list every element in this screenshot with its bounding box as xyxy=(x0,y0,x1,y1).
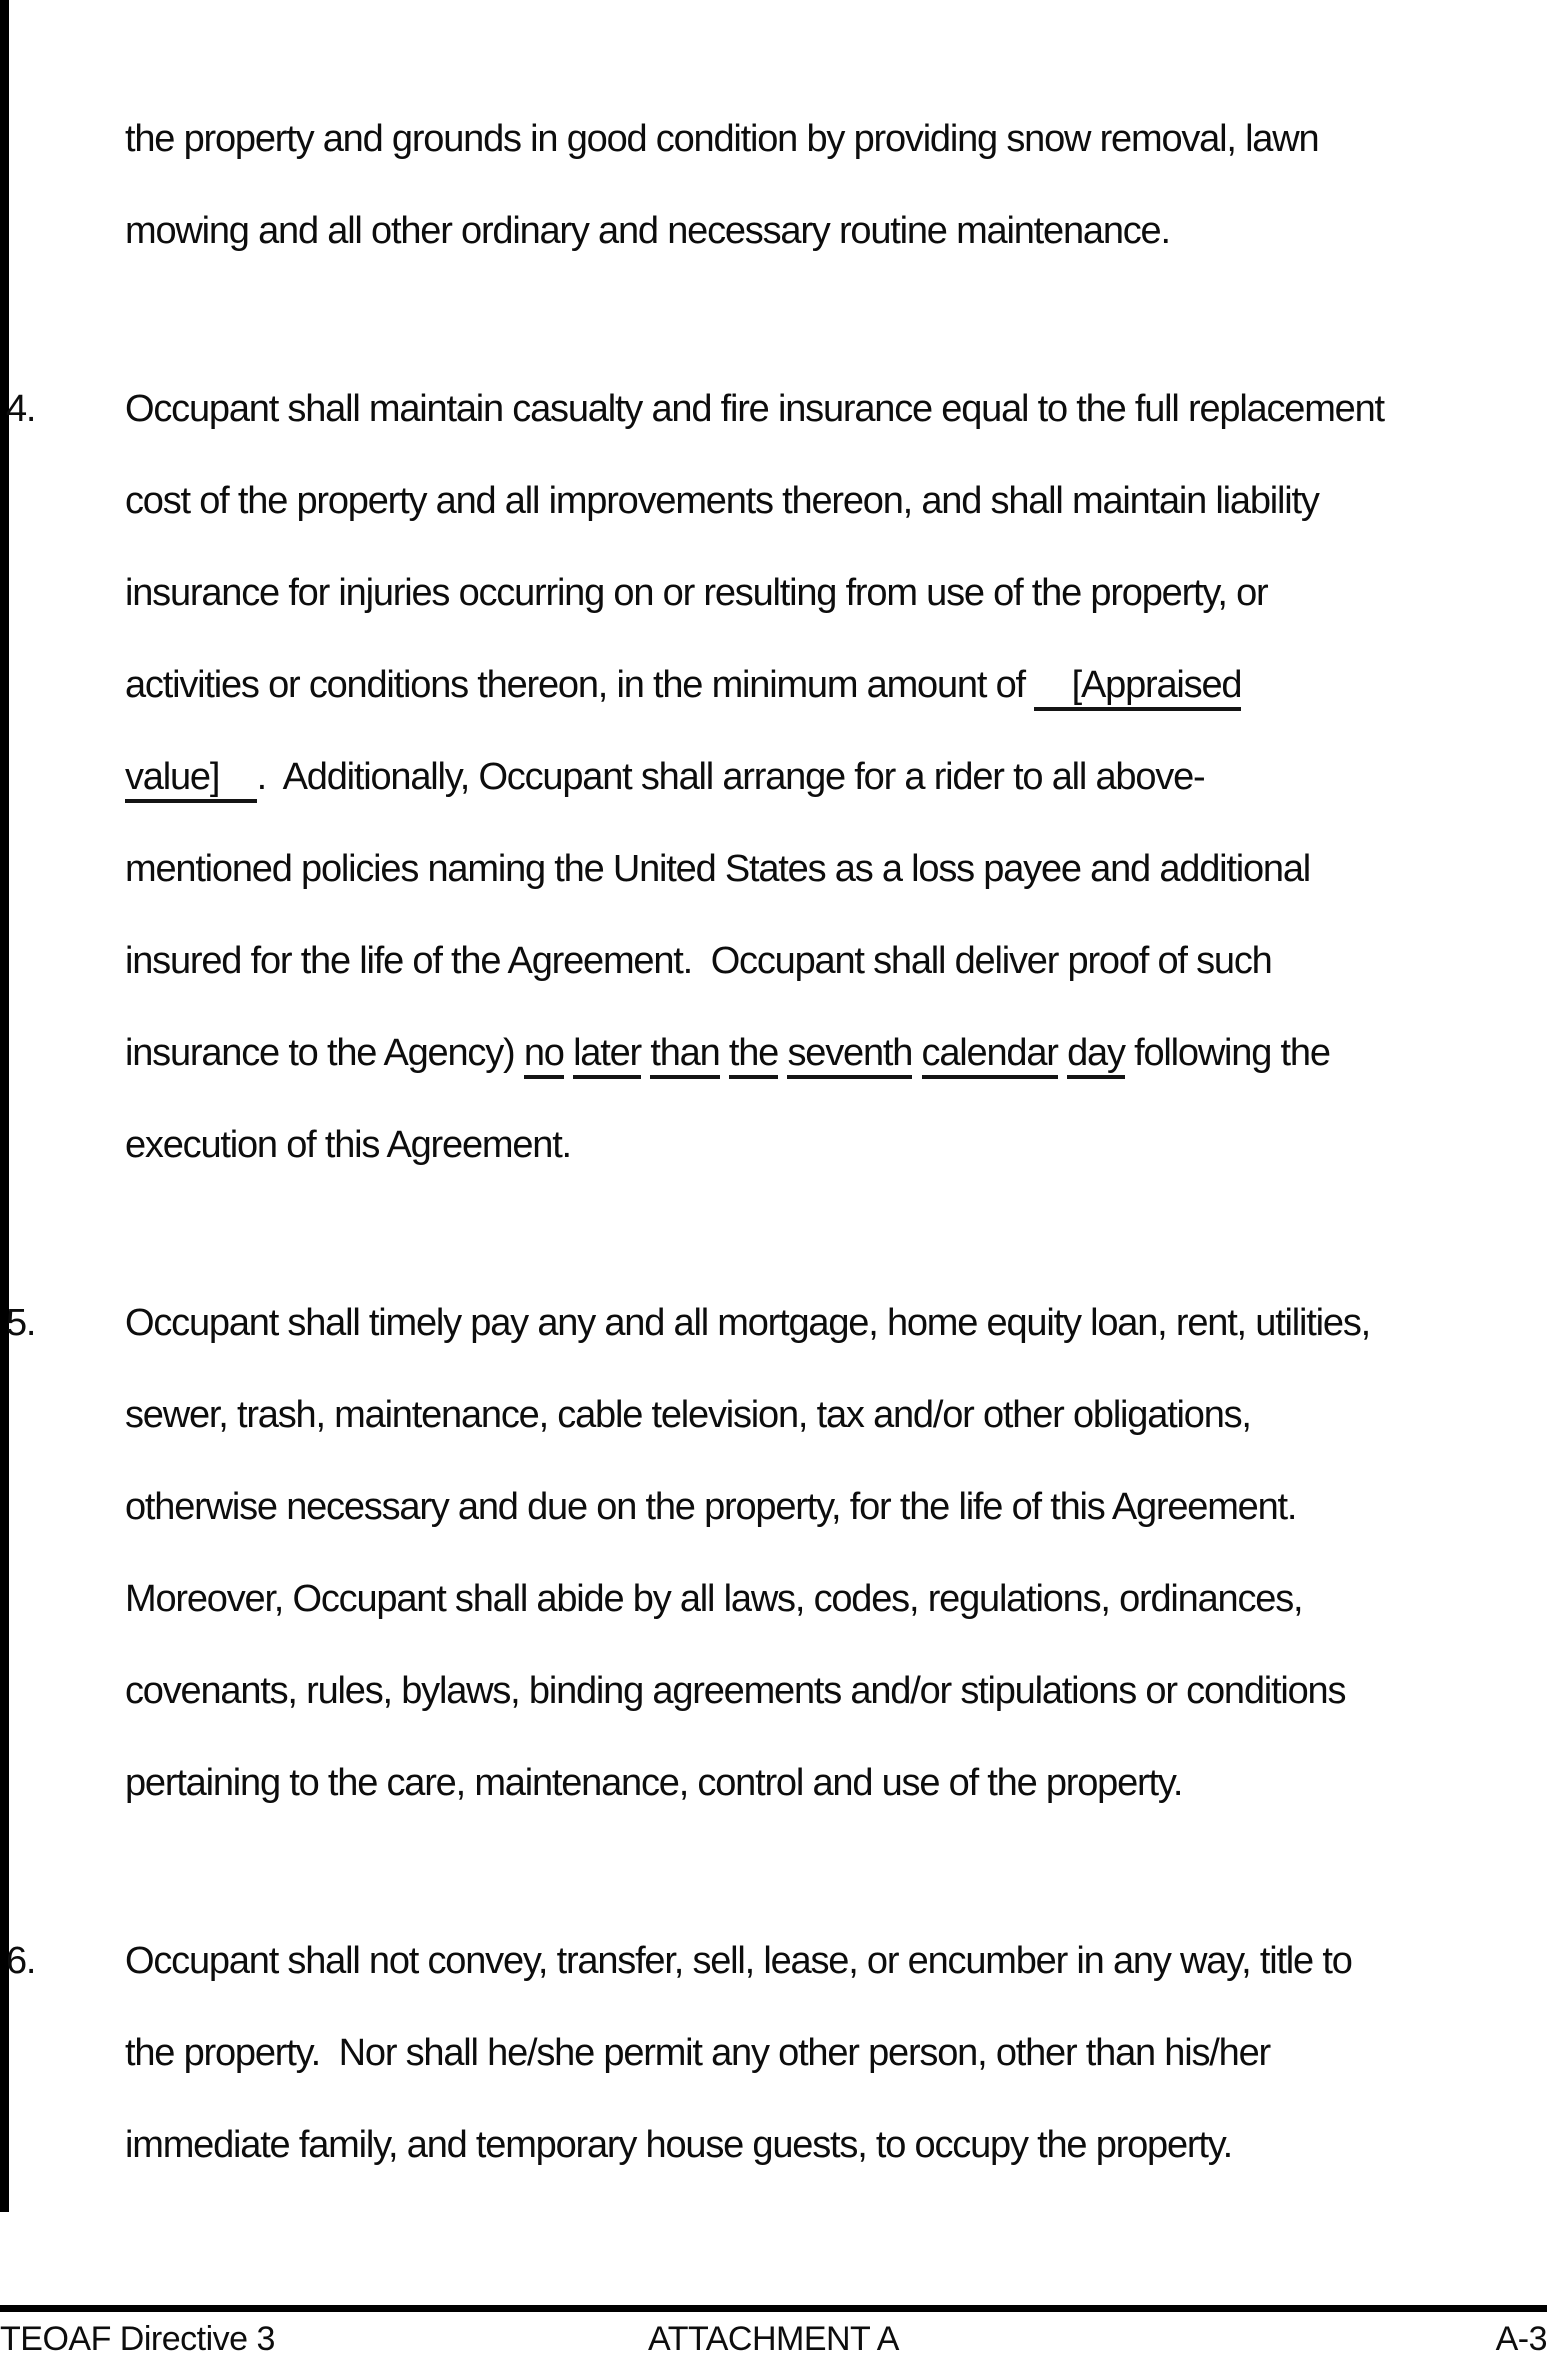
footer-directive-label: TEOAF Directive 3 xyxy=(0,2320,275,2358)
text-line: insurance to the Agency) no later than the seventh calendar day following the xyxy=(125,1007,1547,1099)
footer-attachment-label: ATTACHMENT A xyxy=(648,2320,899,2358)
text-line: the property and grounds in good condition by providing snow removal, lawn xyxy=(125,118,1319,160)
text-line: covenants, rules, bylaws, binding agreements and/or stipulations or conditions xyxy=(125,1670,1346,1712)
text-line: insured for the life of the Agreement. Occupant shall deliver proof of such xyxy=(125,940,1272,982)
footer-divider xyxy=(0,2305,1547,2312)
text-line: mentioned policies naming the United States as a loss payee and additional xyxy=(125,848,1311,890)
page-footer xyxy=(0,2318,1547,2364)
text-line: Occupant shall maintain casualty and fire insurance equal to the full replacement xyxy=(125,388,1384,430)
text-line: otherwise necessary and due on the property, for the life of this Agreement. xyxy=(125,1486,1297,1528)
paragraph-item-6 xyxy=(6,1915,1547,2191)
footer-page-number: A-3 xyxy=(1495,2320,1547,2358)
text-line: cost of the property and all improvements thereon, and shall maintain liability xyxy=(125,480,1319,522)
text-line: insurance for injuries occurring on or resulting from use of the property, or xyxy=(125,572,1268,614)
text-line: mowing and all other ordinary and necessary routine maintenance. xyxy=(125,210,1170,252)
item-number: 6. xyxy=(6,1940,36,1982)
text-line: execution of this Agreement. xyxy=(125,1124,571,1166)
text-line: Occupant shall timely pay any and all mortgage, home equity loan, rent, utilities, xyxy=(125,1302,1370,1344)
underlined-text: value] xyxy=(125,756,257,803)
text-line: immediate family, and temporary house guests, to occupy the property. xyxy=(125,2124,1233,2166)
underlined-text: calendar xyxy=(922,1032,1058,1079)
text-line: Occupant shall not convey, transfer, sell, lease, or encumber in any way, title to xyxy=(125,1940,1352,1982)
text-line: the property. Nor shall he/she permit any other person, other than his/her xyxy=(125,2032,1270,2074)
underlined-text: the xyxy=(729,1032,778,1079)
text-line: Moreover, Occupant shall abide by all laws, codes, regulations, ordinances, xyxy=(125,1578,1303,1620)
item-number: 5. xyxy=(6,1302,36,1344)
underlined-text: later xyxy=(573,1032,641,1079)
paragraph-item-5 xyxy=(6,1277,1547,1829)
underlined-text: seventh xyxy=(787,1032,912,1079)
underlined-text: no xyxy=(524,1032,564,1079)
paragraph-continuation xyxy=(125,93,1547,277)
underlined-text: than xyxy=(650,1032,719,1079)
text-line: value] . Additionally, Occupant shall arrange for a rider to all above- xyxy=(125,731,1547,823)
underlined-text: [Appraised xyxy=(1034,664,1241,711)
text-line: pertaining to the care, maintenance, control and use of the property. xyxy=(125,1762,1183,1804)
item-number: 4. xyxy=(6,388,36,430)
text-line: sewer, trash, maintenance, cable television, tax and/or other obligations, xyxy=(125,1394,1251,1436)
underlined-text: day xyxy=(1067,1032,1125,1079)
text-line: activities or conditions thereon, in the minimum amount of [Appraised xyxy=(125,639,1547,731)
paragraph-item-4 xyxy=(6,363,1547,1191)
